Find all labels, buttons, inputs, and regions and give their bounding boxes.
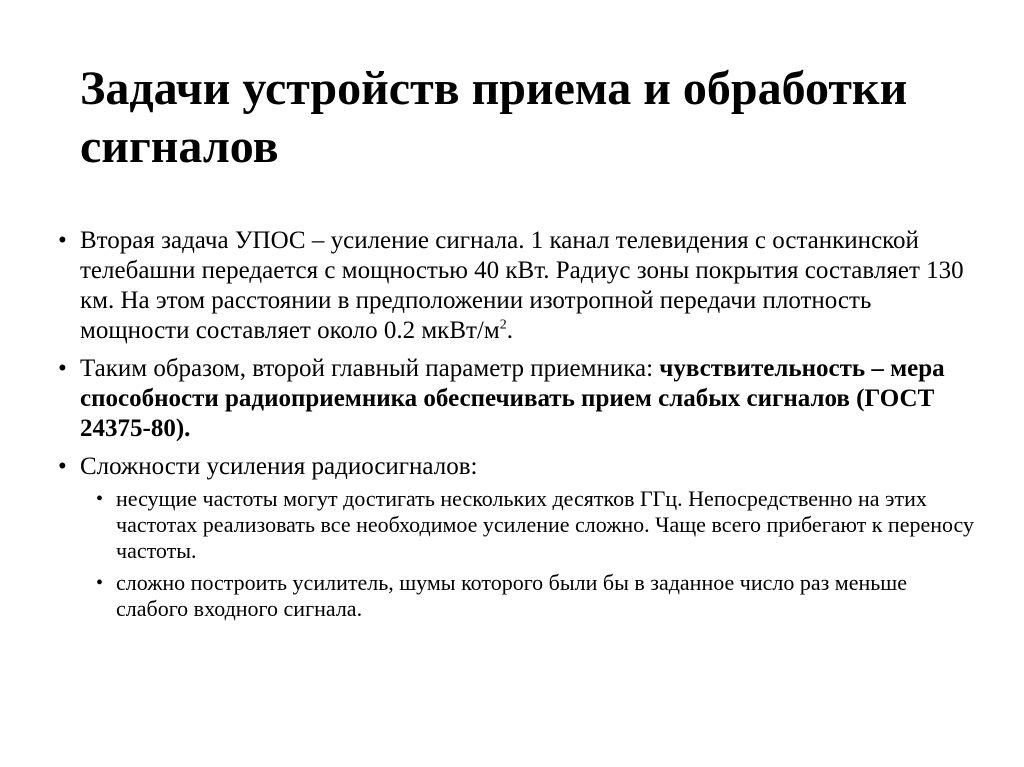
bullet-text-1-end: . bbox=[506, 317, 513, 344]
sub-bullet-text-1: несущие частоты могут достигать нескольких десятков ГГц. Непосредственно на этих частотах реализовать все необходимое усиление сложно. Чаще всего прибегают к переносу частоты. bbox=[116, 486, 975, 563]
sub-bullet-list bbox=[94, 486, 976, 622]
sub-bullet-item-1 bbox=[94, 486, 976, 564]
sensitivity-definition: чувствительность – мера способности радиоприемника обеспечивать прием слабых сигналов (ГОСТ 24375-80). bbox=[80, 355, 945, 442]
superscript-2: 2 bbox=[499, 317, 507, 333]
bullet-item-1 bbox=[56, 226, 976, 346]
sub-bullet-icon: • bbox=[96, 572, 104, 594]
slide-title: Задачи устройств приема и обработки сигналов bbox=[80, 62, 908, 173]
bullet-text-2: Таким образом, второй главный параметр приемника: bbox=[80, 355, 654, 382]
bullet-text-3: Сложности усиления радиосигналов: bbox=[80, 453, 478, 480]
sub-bullet-icon: • bbox=[96, 488, 104, 510]
bullet-item-3 bbox=[56, 452, 976, 622]
sub-bullet-item-2 bbox=[94, 570, 976, 622]
bullet-text-1: Вторая задача УПОС – усиление сигнала. 1 канал телевидения с останкинской телебашни передается с мощностью 40 кВт. Радиус зоны покрытия составляет 130 км. На этом расстоянии в предположении изотропной передачи плотность мощности составляет около 0.2 мкВт/м bbox=[80, 227, 964, 344]
bullet-icon: • bbox=[58, 227, 67, 254]
bullet-icon: • bbox=[58, 355, 67, 382]
bullet-item-2 bbox=[56, 354, 976, 444]
bullet-icon: • bbox=[58, 453, 67, 480]
sub-bullet-text-2: сложно построить усилитель, шумы которого были бы в заданное число раз меньше слабого входного сигнала. bbox=[116, 570, 907, 621]
bullet-list bbox=[56, 226, 976, 630]
